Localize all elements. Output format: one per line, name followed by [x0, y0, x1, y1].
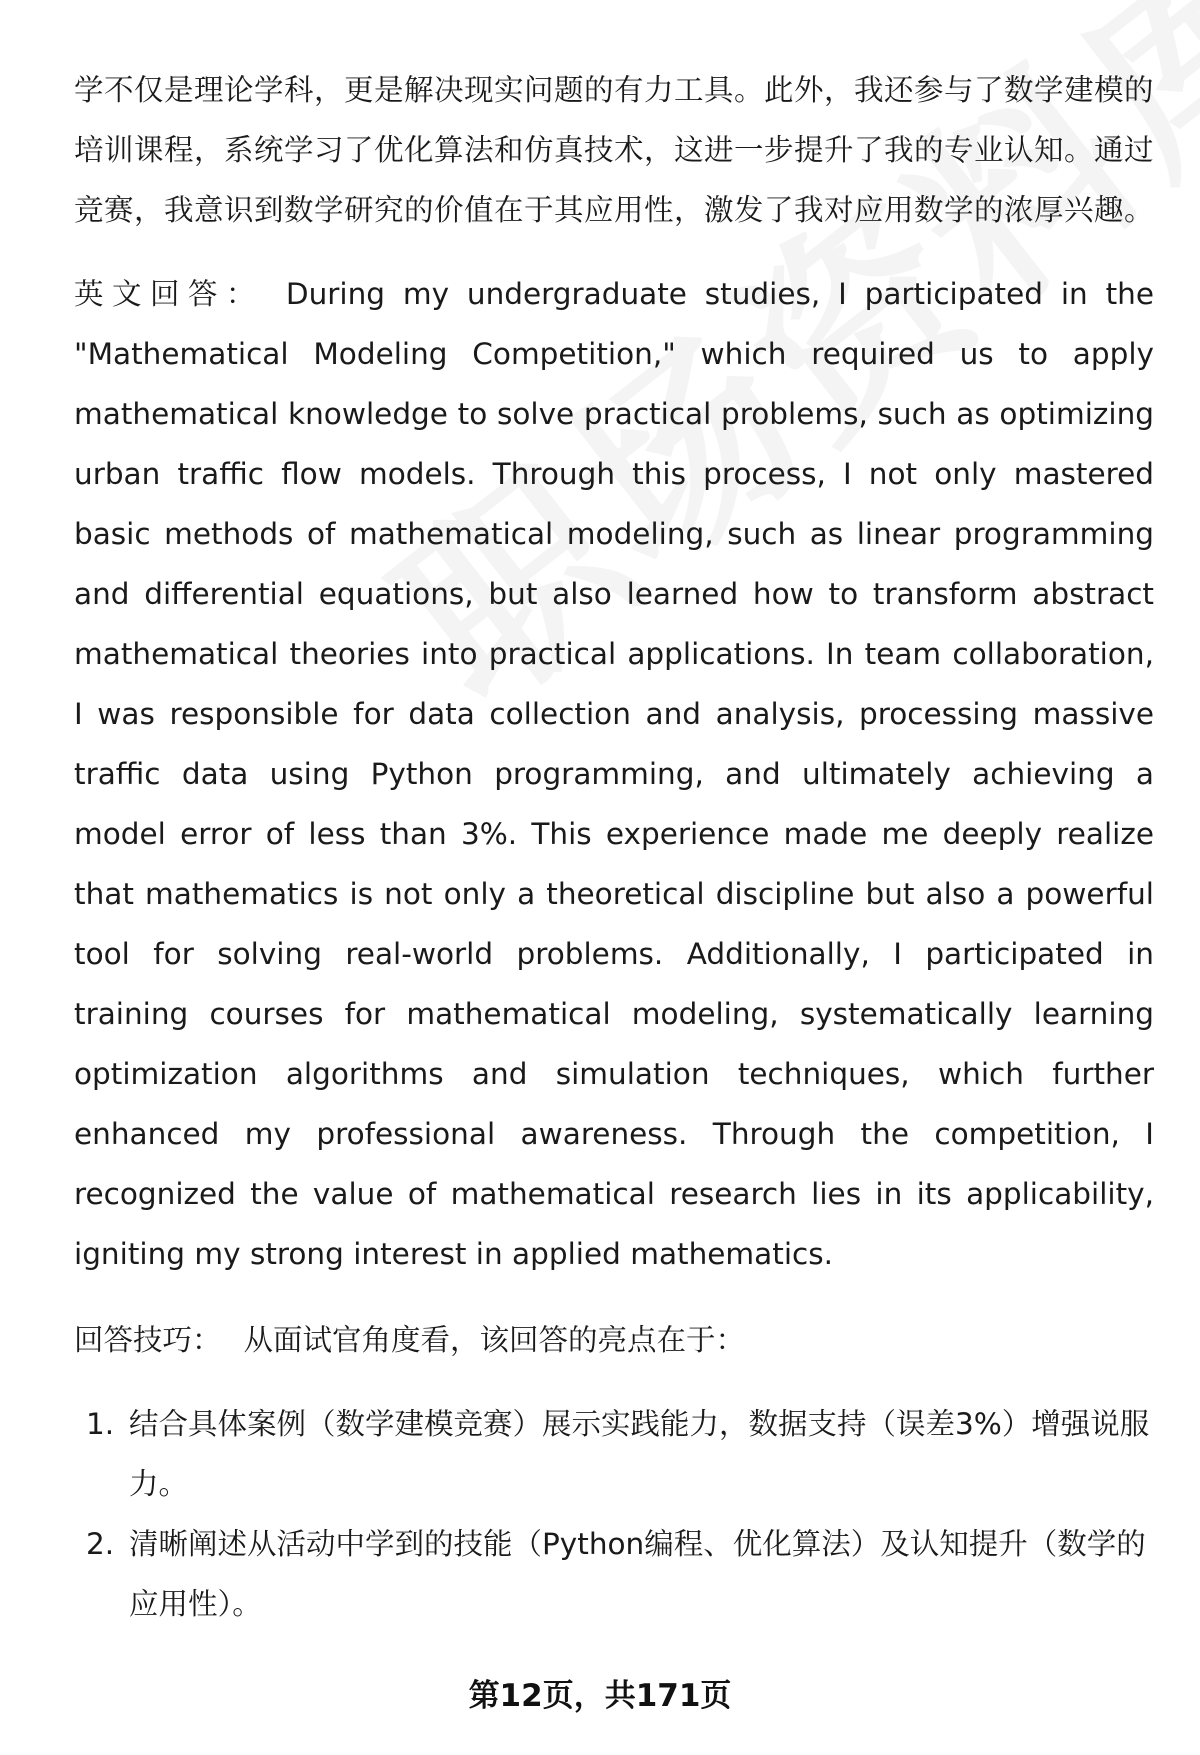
- page-number-footer: 第12页，共171页: [468, 1678, 732, 1714]
- page-content: [74, 60, 1154, 1634]
- english-answer-label: 英文回答：: [74, 277, 264, 311]
- list-item-number: 1.: [86, 1407, 115, 1441]
- tips-list: [74, 1394, 1154, 1634]
- english-answer: [74, 264, 1154, 1284]
- english-answer-text: During my undergraduate studies, I participated in the "Mathematical Modeling Competition," which required us to apply mathematical knowledge to solve practical problems, such as optimizing urban traffic flow models. Through this process, I not only mastered basic methods of mathematical modeling, such as linear programming and differential equations, but also learned how to transform abstract mathematical theories into practical applications. In team collaboration, I was responsible for data collection and analysis, processing massive traffic data using Python programming, and ultimately achieving a model error of less than 3%. This experience made me deeply realize that mathematics is not only a theoretical discipline but also a powerful tool for solving real-world problems. Additionally, I participated in training courses for mathematical modeling, systematically learning optimization algorithms and simulation techniques, which further enhanced my professional awareness. Through the competition, I recognized the value of mathematical research lies in its applicability, igniting my strong interest in applied mathematics.: [74, 277, 1154, 1271]
- list-item-text: 结合具体案例（数学建模竞赛）展示实践能力，数据支持（误差3%）增强说服力。: [129, 1407, 1150, 1501]
- list-item: [74, 1514, 1154, 1634]
- list-item: [74, 1394, 1154, 1514]
- list-item-number: 2.: [86, 1527, 115, 1561]
- tips-intro: 从面试官角度看，该回答的亮点在于：: [243, 1323, 746, 1357]
- tips-heading: [74, 1310, 1154, 1370]
- chinese-answer-tail: 学不仅是理论学科，更是解决现实问题的有力工具。此外，我还参与了数学建模的培训课程，系统学习了优化算法和仿真技术，这进一步提升了我的专业认知。通过竞赛，我意识到数学研究的价值在于其应用性，激发了我对应用数学的浓厚兴趣。: [74, 73, 1155, 227]
- tips-label: 回答技巧：: [74, 1323, 222, 1357]
- list-item-text: 清晰阐述从活动中学到的技能（Python编程、优化算法）及认知提升（数学的应用性）。: [129, 1527, 1146, 1621]
